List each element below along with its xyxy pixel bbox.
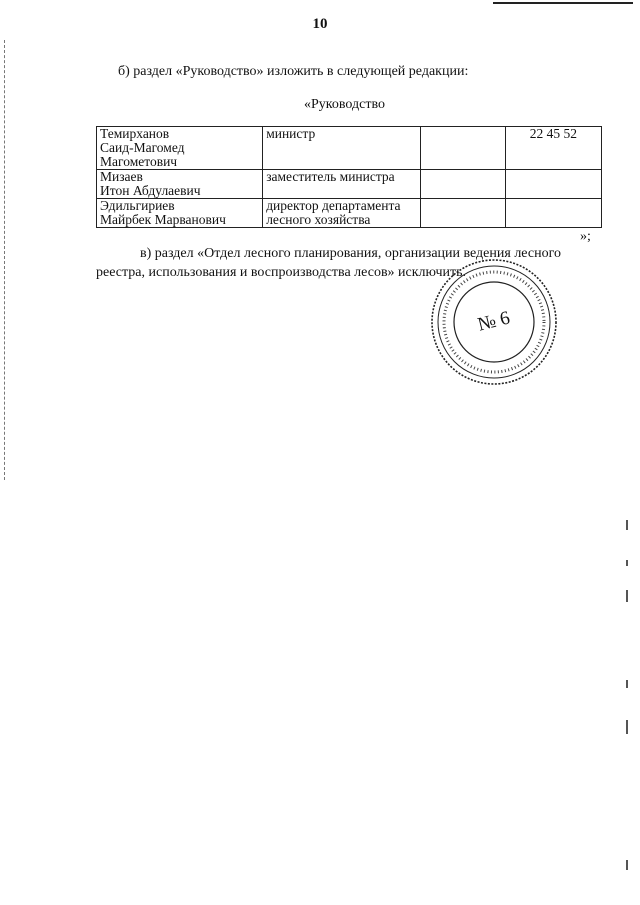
surname: Эдильгириев	[100, 198, 175, 213]
name-cell	[97, 170, 263, 199]
table-row	[97, 199, 602, 228]
position-cell: заместитель министра	[263, 170, 421, 199]
name-cell	[97, 127, 263, 170]
phone-cell	[505, 199, 601, 228]
given-name: Майрбек Марванович	[100, 212, 226, 227]
empty-cell	[421, 170, 505, 199]
paragraph-b: б) раздел «Руководство» изложить в следующей редакции:	[118, 64, 469, 79]
position-cell: директор департамента лесного хозяйства	[263, 199, 421, 228]
paragraph-v: в) раздел «Отдел лесного планирования, организации ведения лесного реестра, использования и воспроизводства лесов» исключить.	[96, 246, 561, 280]
closing-mark: »;	[580, 229, 591, 244]
given-name: Итон Абдулаевич	[100, 183, 201, 198]
phone-cell	[505, 170, 601, 199]
stamp-label: № 6	[475, 307, 513, 336]
section-heading: «Руководство	[304, 97, 385, 112]
header-rule	[493, 2, 633, 4]
table-row	[97, 127, 602, 170]
table-row	[97, 170, 602, 199]
surname: Темирханов	[100, 126, 170, 141]
scan-edge	[4, 40, 5, 480]
stamp	[428, 256, 560, 388]
empty-cell	[421, 199, 505, 228]
leadership-table	[96, 126, 602, 228]
position-cell: министр	[263, 127, 421, 170]
phone-cell: 22 45 52	[505, 127, 601, 170]
given-name: Саид-Магомед	[100, 140, 185, 155]
surname: Мизаев	[100, 169, 143, 184]
empty-cell	[421, 127, 505, 170]
patronymic: Магометович	[100, 154, 178, 169]
page-number: 10	[312, 16, 328, 32]
name-cell	[97, 199, 263, 228]
